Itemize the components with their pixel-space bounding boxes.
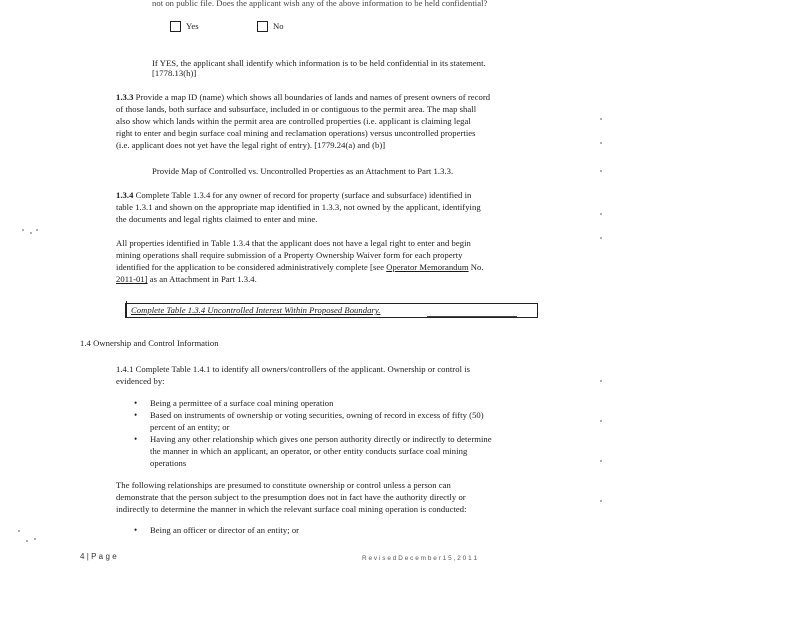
scan-speck xyxy=(600,213,602,215)
bullet-mark: • xyxy=(134,410,138,420)
bullet-mark: • xyxy=(134,398,138,408)
section-1-3-4-line-3: the documents and legal rights claimed to enter and mine. xyxy=(116,214,318,224)
memorandum-number-link[interactable]: 2011-01] xyxy=(116,274,148,284)
bullet-3-line-3: operations xyxy=(150,458,187,468)
section-1-4-1-line-1 xyxy=(116,363,470,375)
scan-speck xyxy=(36,229,38,231)
scan-speck xyxy=(26,540,28,542)
section-number: 1.3.4 xyxy=(116,190,134,200)
operator-memorandum-link[interactable]: Operator Memorandum xyxy=(386,262,469,272)
section-text: Complete Table 1.3.4 for any owner of record for property (surface and subsurface) identified in xyxy=(135,190,472,200)
last-bullet-text: Being an officer or director of an entity; or xyxy=(150,525,300,535)
yes-checkbox[interactable] xyxy=(170,21,181,32)
no-label: No xyxy=(273,21,284,31)
section-1-3-4-line-1 xyxy=(116,189,471,201)
confidential-note: If YES, the applicant shall identify which information is to be held confidential in its statement. xyxy=(152,58,486,68)
scan-speck xyxy=(600,380,602,382)
section-1-3-3-line-5: (i.e. applicant does not yet have the legal right of entry). [1779.24(a) and (b)] xyxy=(116,140,386,150)
section-number: 1.3.3 xyxy=(116,92,134,102)
section-1-3-3-line-1 xyxy=(116,91,490,103)
section-1-3-3-line-4: right to enter and begin surface coal mining and reclamation operations) versus uncontrolled properties xyxy=(116,128,476,138)
scan-speck xyxy=(34,538,36,540)
presumed-para-line-1: The following relationships are presumed to constitute ownership or control unless a person can xyxy=(116,480,451,490)
section-number: 1.4.1 xyxy=(116,364,134,374)
page-number: 4 | P a g e xyxy=(80,552,117,561)
confidential-question: not on public file. Does the applicant wish any of the above information to be held confidential? xyxy=(152,0,488,8)
scan-speck xyxy=(600,237,602,239)
scan-speck xyxy=(18,530,20,532)
confidential-reference: [1778.13(h)] xyxy=(152,68,197,78)
section-1-4-1-line-2: evidenced by: xyxy=(116,376,165,386)
bullet-2-line-1: Based on instruments of ownership or voting securities, owning of record in excess of fifty (50) xyxy=(150,410,484,420)
underline-rule xyxy=(427,316,517,317)
bullet-mark: • xyxy=(134,525,138,535)
scan-speck xyxy=(30,232,32,234)
section-text: Provide a map ID (name) which shows all boundaries of lands and names of present owners of record xyxy=(135,92,491,102)
no-checkbox[interactable] xyxy=(257,21,268,32)
scan-speck xyxy=(600,170,602,172)
presumed-para-line-3: indirectly to determine the manner in which the relevant surface coal mining operation is conducted: xyxy=(116,504,467,514)
text-segment: as an Attachment in Part 1.3.4. xyxy=(147,274,257,284)
bullet-2-line-2: percent of an entity; or xyxy=(150,422,230,432)
revision-date: R e v i s e d D e c e m b e r 1 5 , 2 0 1 1 xyxy=(362,555,478,562)
properties-para-line-1: All properties identified in Table 1.3.4 that the applicant does not have a legal right to enter and begin xyxy=(116,238,471,248)
section-text: Complete Table 1.4.1 to identify all owners/controllers of the applicant. Ownership or control is xyxy=(135,364,471,374)
table-1-3-4-label: Complete Table 1.3.4 Uncontrolled Interest Within Proposed Boundary. xyxy=(131,305,381,315)
bullet-1-line-1: Being a permittee of a surface coal mining operation xyxy=(150,398,334,408)
properties-para-line-2: mining operations shall require submission of a Property Ownership Waiver form for each property xyxy=(116,250,463,260)
presumed-para-line-2: demonstrate that the person subject to the presumption does not in fact have the authority directly or xyxy=(116,492,466,502)
section-1-3-3-line-3: also show which lands within the permit area are controlled properties (i.e. applicant is claiming legal xyxy=(116,116,471,126)
bullet-3-line-2: the manner in which an applicant, an operator, or other entity conducts surface coal mining xyxy=(150,446,468,456)
section-1-3-3-line-2: of those lands, both surface and subsurface, included in or contiguous to the permit area. The map shall xyxy=(116,104,477,114)
bullet-mark: • xyxy=(134,434,138,444)
scan-speck xyxy=(600,142,602,144)
text-segment: No. xyxy=(468,262,484,272)
text-segment: identified for the application to be considered administratively complete [see xyxy=(116,262,387,272)
section-1-3-4-line-2: table 1.3.1 and shown on the appropriate map identified in 1.3.3, not owned by the applicant, identifying xyxy=(116,202,481,212)
scan-speck xyxy=(600,460,602,462)
yes-label: Yes xyxy=(186,21,199,31)
map-instruction: Provide Map of Controlled vs. Uncontrolled Properties as an Attachment to Part 1.3.3. xyxy=(152,166,454,176)
scan-speck xyxy=(600,118,602,120)
section-1-4-heading: 1.4 Ownership and Control Information xyxy=(80,338,219,348)
properties-para-line-3 xyxy=(116,261,484,273)
scan-speck xyxy=(22,229,24,231)
box-left-tick xyxy=(126,301,127,318)
properties-para-line-4 xyxy=(116,273,257,285)
bullet-3-line-1: Having any other relationship which gives one person authority directly or indirectly to determine xyxy=(150,434,492,444)
scan-speck xyxy=(600,420,602,422)
scan-speck xyxy=(600,500,602,502)
